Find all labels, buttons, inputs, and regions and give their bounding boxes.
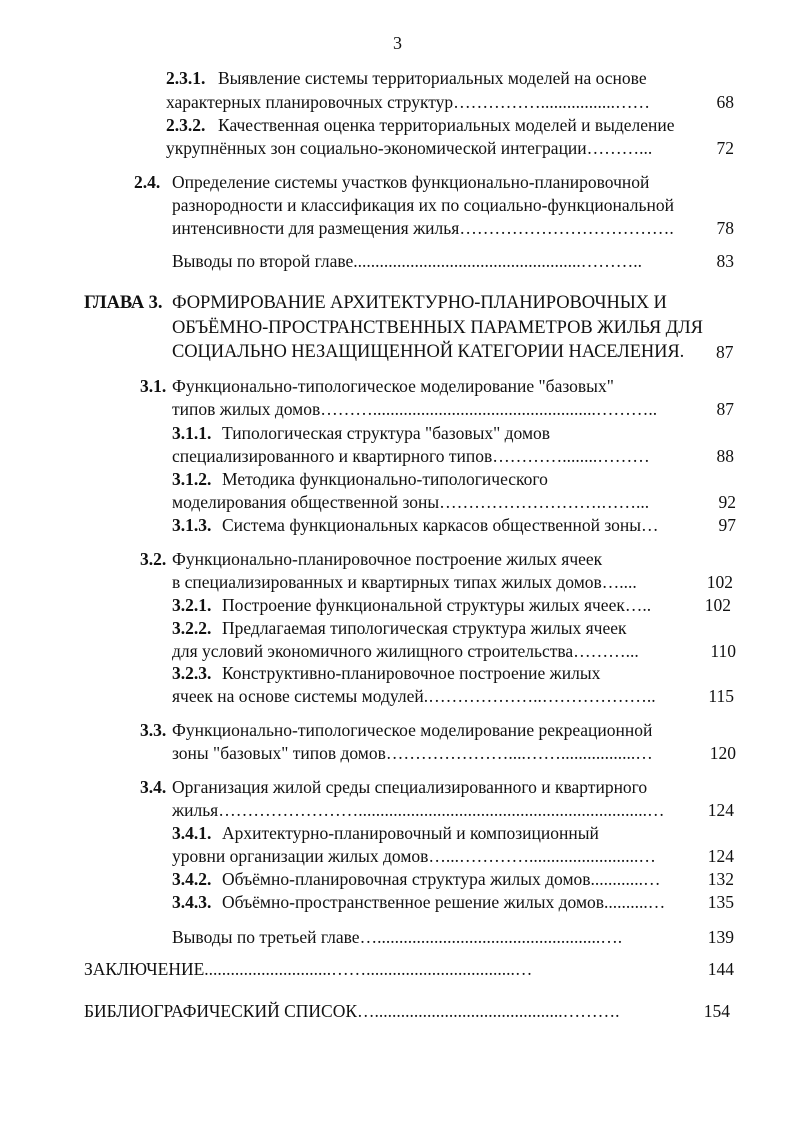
toc-page-number: 102 — [704, 595, 731, 615]
toc-title-line: ячеек на основе системы модулей.………………..……………….. — [172, 686, 656, 706]
toc-title-line: Объёмно-пространственное решение жилых домов..........… — [222, 892, 666, 912]
toc-title-line: зоны "базовых" типов домов…………………....…….................… — [172, 743, 653, 763]
toc-title-line: укрупнённых зон социально-экономической интеграции………... — [166, 138, 653, 158]
toc-page-number: 110 — [710, 641, 736, 661]
toc-number: 3.1.2. — [172, 469, 212, 489]
toc-title-line: Выявление системы территориальных моделей на основе — [218, 68, 647, 88]
toc-number: 3.2.1. — [172, 595, 212, 615]
toc-page-number: 115 — [708, 686, 734, 706]
toc-number: 3.1. — [140, 376, 167, 396]
toc-page-number: 154 — [703, 1001, 730, 1021]
page-number: 3 — [393, 33, 402, 53]
toc-page-number: 88 — [716, 446, 734, 466]
toc-title-line: Типологическая структура "базовых" домов — [222, 423, 551, 443]
toc-page-number: 83 — [716, 251, 734, 271]
toc-title-line: моделирования общественной зоны……………………….……... — [172, 492, 650, 512]
toc-number: 3.2.2. — [172, 618, 212, 638]
toc-title-line: БИБЛИОГРАФИЧЕСКИЙ СПИСОК…...........................................………. — [84, 1001, 620, 1021]
chapter-title-line: ФОРМИРОВАНИЕ АРХИТЕКТУРНО-ПЛАНИРОВОЧНЫХ И — [172, 293, 667, 313]
toc-title-line: в специализированных и квартирных типах жилых домов….... — [172, 572, 637, 592]
toc-number: 2.3.1. — [166, 68, 206, 88]
toc-title-line: Предлагаемая типологическая структура жилых ячеек — [222, 618, 627, 638]
toc-title-line: Архитектурно-планировочный и композиционный — [222, 823, 599, 843]
toc-number: 3.4. — [140, 777, 167, 797]
toc-title-line: Конструктивно-планировочное построение жилых — [222, 663, 601, 683]
toc-page-number: 78 — [716, 218, 734, 238]
toc-title-line: Система функциональных каркасов общественной зоны… — [222, 515, 659, 535]
toc-number: 3.2. — [140, 549, 167, 569]
toc-page-number: 68 — [716, 92, 734, 112]
toc-number: 3.3. — [140, 720, 167, 740]
toc-number: 3.4.3. — [172, 892, 212, 912]
toc-number: 3.4.1. — [172, 823, 212, 843]
toc-title-line: разнородности и классификация их по социально-функциональной — [172, 195, 674, 215]
toc-number: 3.1.1. — [172, 423, 212, 443]
toc-page-number: 120 — [709, 743, 736, 763]
toc-title-line: для условий экономичного жилищного строительства………... — [172, 641, 639, 661]
toc-page-number: 124 — [707, 846, 734, 866]
toc-title-line: ЗАКЛЮЧЕНИЕ.............................……..................................… — [84, 959, 533, 979]
toc-title-line: Определение системы участков функционально-планировочной — [172, 172, 650, 192]
toc-title-line: уровни организации жилых домов…...………….........................… — [172, 846, 656, 866]
toc-page-number: 87 — [716, 399, 734, 419]
toc-number: 3.2.3. — [172, 663, 212, 683]
chapter-title-line: СОЦИАЛЬНО НЕЗАЩИЩЕННОЙ КАТЕГОРИИ НАСЕЛЕНИЯ. — [172, 342, 685, 362]
toc-page-number: 97 — [718, 515, 736, 535]
toc-page-number: 135 — [707, 892, 734, 912]
toc-page-number: 92 — [718, 492, 736, 512]
toc-title-line: Выводы по второй главе....................................................……….. — [172, 251, 643, 271]
chapter-number: ГЛАВА 3. — [84, 293, 163, 313]
toc-title-line: Функционально-планировочное построение жилых ячеек — [172, 549, 603, 569]
toc-title-line: жилья……………………..................................................................… — [172, 800, 665, 820]
toc-page-number: 72 — [716, 138, 734, 158]
toc-page-number: 124 — [707, 800, 734, 820]
toc-title-line: Функционально-типологическое моделирование "базовых" — [172, 376, 614, 396]
toc-page-number: 132 — [707, 869, 734, 889]
toc-page-number: 87 — [716, 342, 734, 362]
toc-page-number: 102 — [706, 572, 733, 592]
toc-title-line: Организация жилой среды специализированного и квартирного — [172, 777, 648, 797]
toc-title-line: специализированного и квартирного типов…………........……… — [172, 446, 650, 466]
toc-title-line: Методика функционально-типологического — [222, 469, 548, 489]
toc-title-line: Качественная оценка территориальных моделей и выделение — [218, 115, 675, 135]
toc-page-number: 139 — [707, 927, 734, 947]
toc-title-line: Построение функциональной структуры жилых ячеек….. — [222, 595, 652, 615]
chapter-title-line: ОБЪЁМНО-ПРОСТРАНСТВЕННЫХ ПАРАМЕТРОВ ЖИЛЬЯ ДЛЯ — [172, 318, 703, 338]
toc-number: 2.3.2. — [166, 115, 206, 135]
toc-title-line: Функционально-типологическое моделирование рекреационной — [172, 720, 653, 740]
toc-title-line: типов жилых домов………...................................................……….. — [172, 399, 658, 419]
toc-title-line: Объёмно-планировочная структура жилых домов............… — [222, 869, 661, 889]
toc-title-line: характерных планировочных структур…………….................…… — [166, 92, 651, 112]
toc-number: 2.4. — [134, 172, 161, 192]
toc-number: 3.4.2. — [172, 869, 212, 889]
toc-page-number: 144 — [707, 959, 734, 979]
toc-title-line: Выводы по третьей главе…...................................................…. — [172, 927, 623, 947]
toc-title-line: интенсивности для размещения жилья………………………………. — [172, 218, 674, 238]
toc-number: 3.1.3. — [172, 515, 212, 535]
